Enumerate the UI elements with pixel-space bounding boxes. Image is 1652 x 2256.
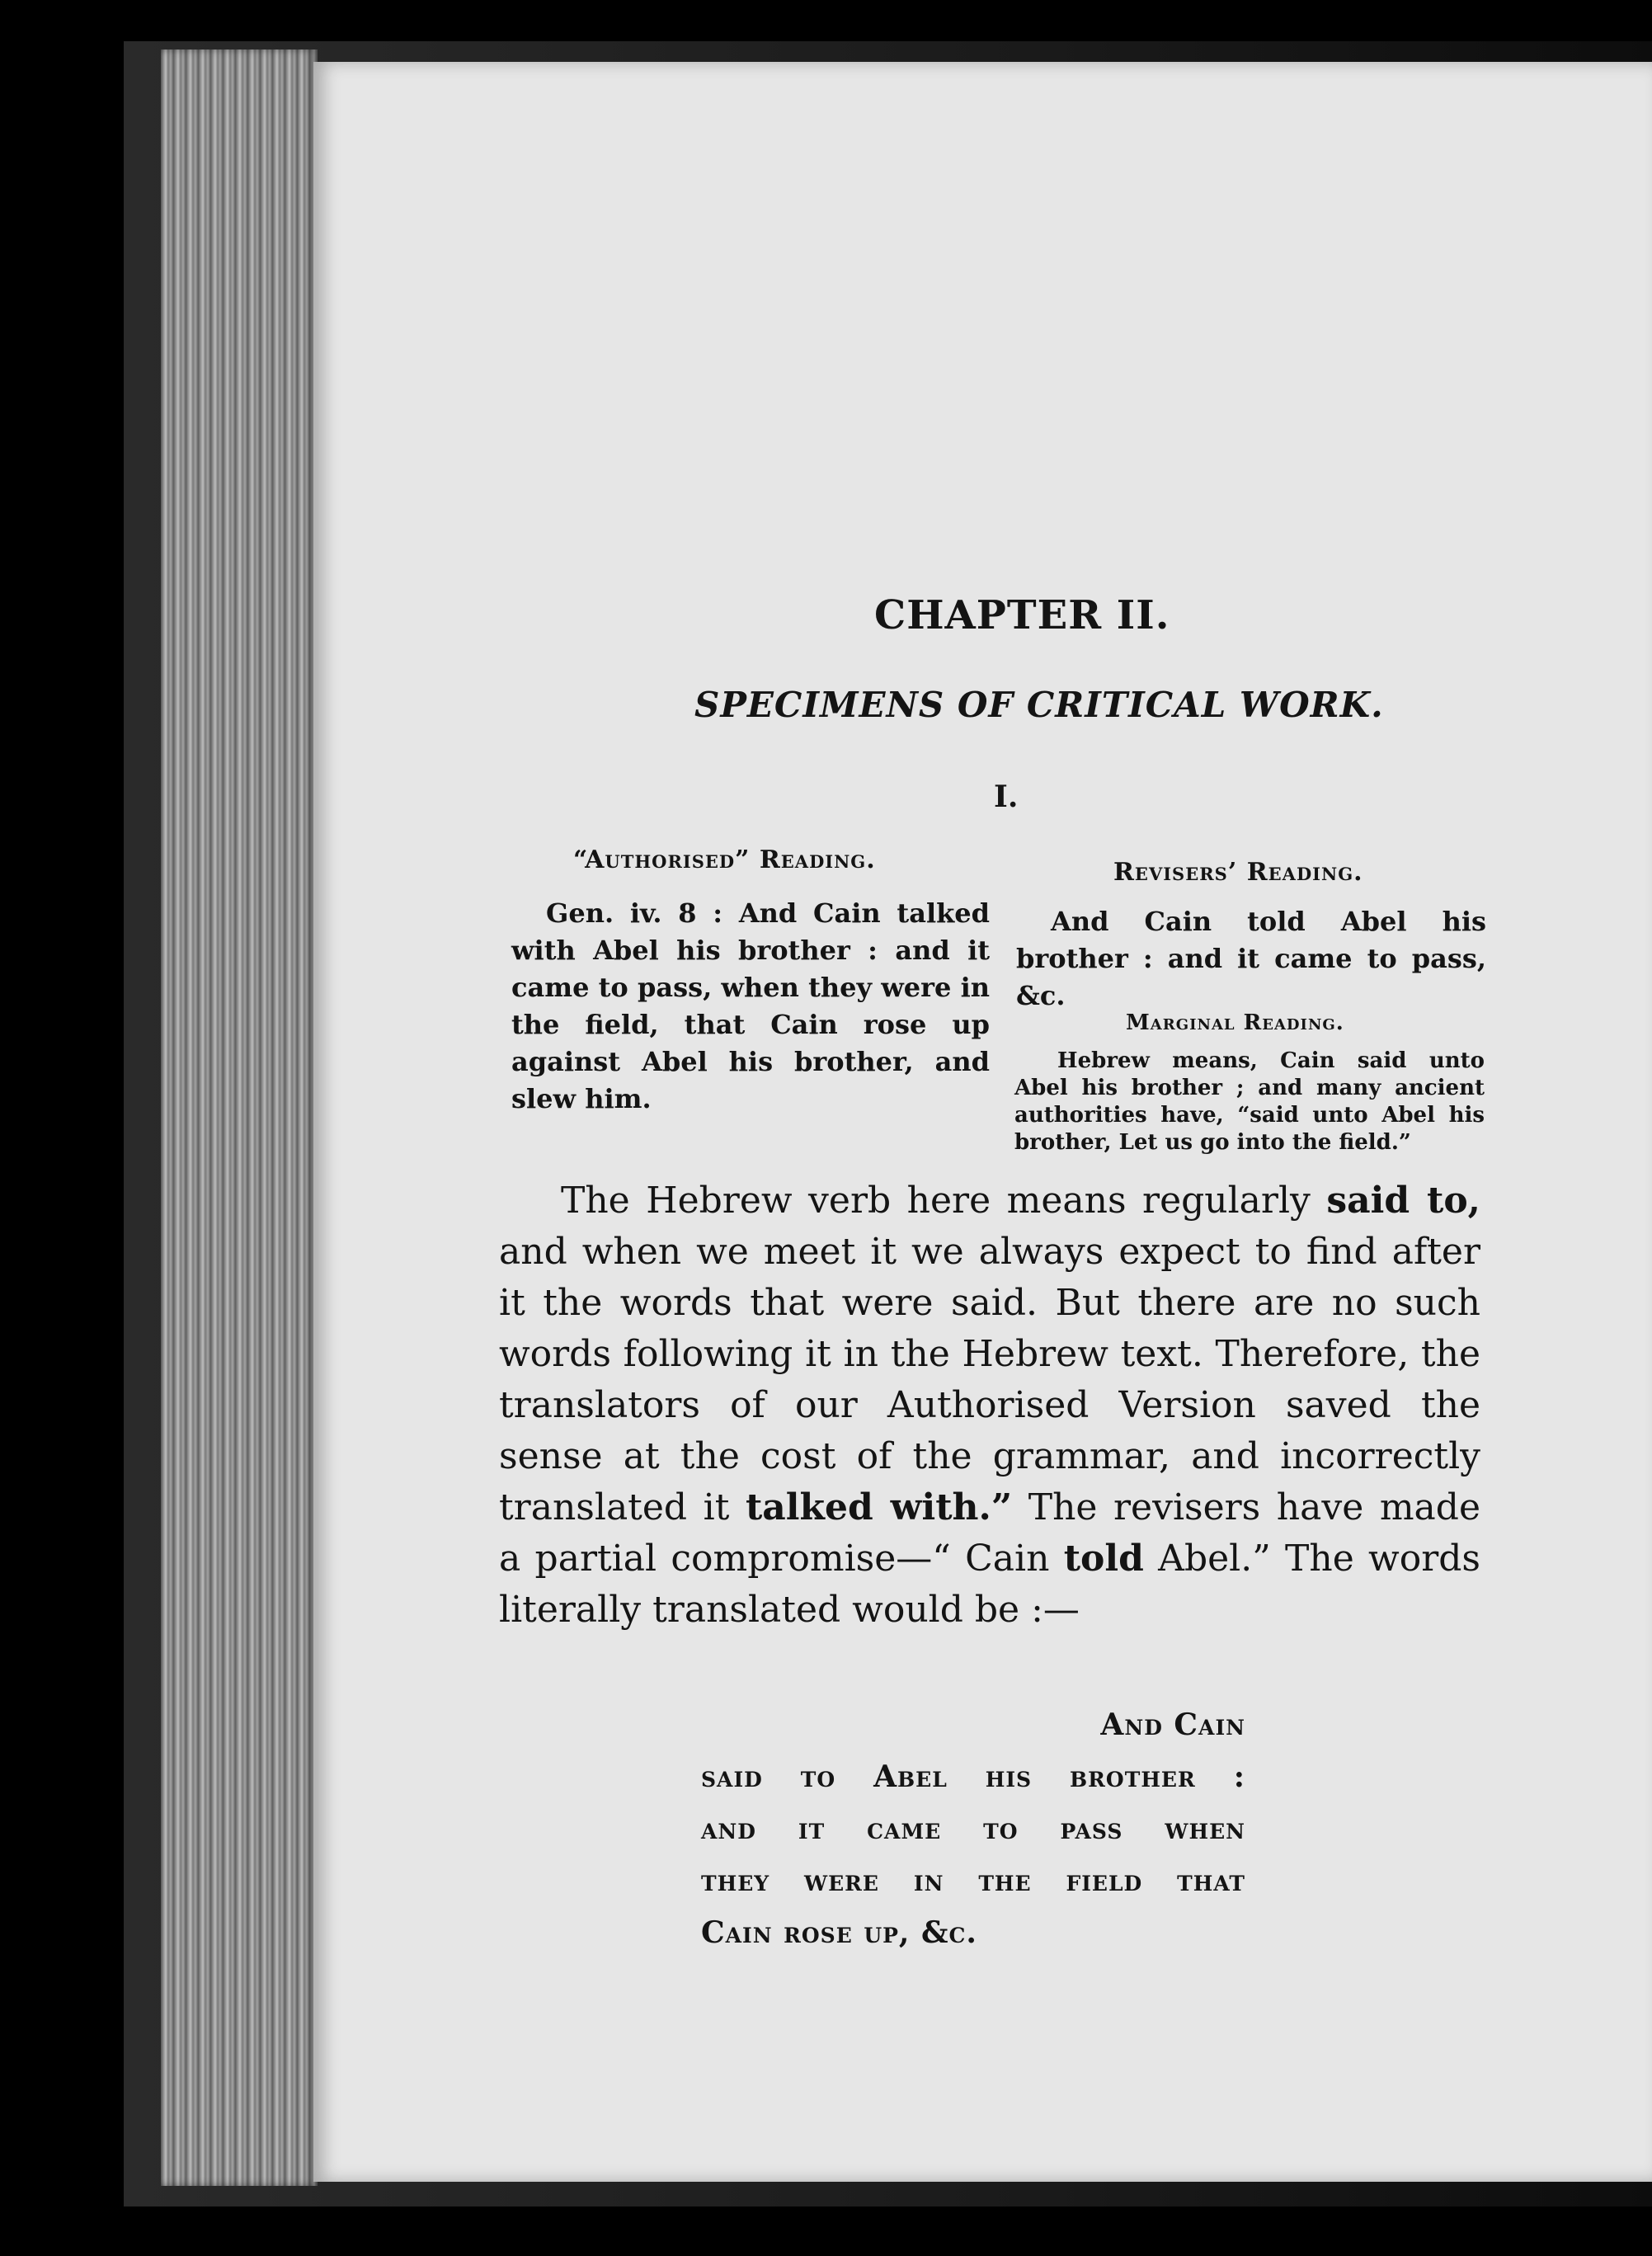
body-paragraph: [499, 1175, 1480, 1636]
revisers-reading-heading: Revisers’ Reading.: [1113, 858, 1363, 887]
verse-line: and it came to pass when: [701, 1811, 1245, 1846]
verse-line: And Cain: [1100, 1707, 1245, 1742]
authorised-reading-text: Gen. iv. 8 : And Cain talked with Abel his brother : and it came to pass, when they were in the field, that Cain rose up against Abel his brother, and slew him.: [511, 897, 990, 1114]
verse-line: they were in the field that: [701, 1863, 1245, 1898]
marginal-reading-text: Hebrew means, Cain said unto Abel his brother ; and many ancient authorities have, “said unto Abel his brother, Let us go into the field.”: [1014, 1048, 1485, 1155]
body-emphasis-talked-with: talked with.”: [745, 1486, 1013, 1528]
body-emphasis-said-to: said to,: [1326, 1180, 1480, 1222]
verse-line: said to Abel his brother :: [701, 1759, 1245, 1794]
chapter-subtitle: SPECIMENS OF CRITICAL WORK.: [694, 685, 1384, 725]
body-text-4: Abel.” The words literally translated would be :—: [499, 1538, 1480, 1631]
body-emphasis-told: told: [1063, 1538, 1144, 1580]
marginal-reading-heading: Marginal Reading.: [1126, 1010, 1344, 1035]
revisers-reading-text: And Cain told Abel his brother : and it came to pass, &c.: [1016, 906, 1486, 1011]
authorised-reading-heading: “Authorised” Reading.: [573, 845, 876, 874]
literal-translation-verse: [701, 1699, 1245, 1959]
page-edges: [161, 49, 318, 2186]
verse-line: Cain rose up, &c.: [701, 1915, 977, 1950]
section-number: I.: [994, 779, 1019, 814]
body-text-3: The revisers have made a partial compromise—“ Cain: [499, 1486, 1480, 1580]
body-text-1: The Hebrew verb here means regularly: [561, 1180, 1327, 1222]
body-text-2: and when we meet it we always expect to find after it the words that were said. But there are no such words following it in the Hebrew text. Therefore, the translators of our Authorised Version saved the sense at the cost of the grammar, and incorrectly translated it: [499, 1231, 1480, 1528]
chapter-title: CHAPTER II.: [874, 592, 1170, 638]
